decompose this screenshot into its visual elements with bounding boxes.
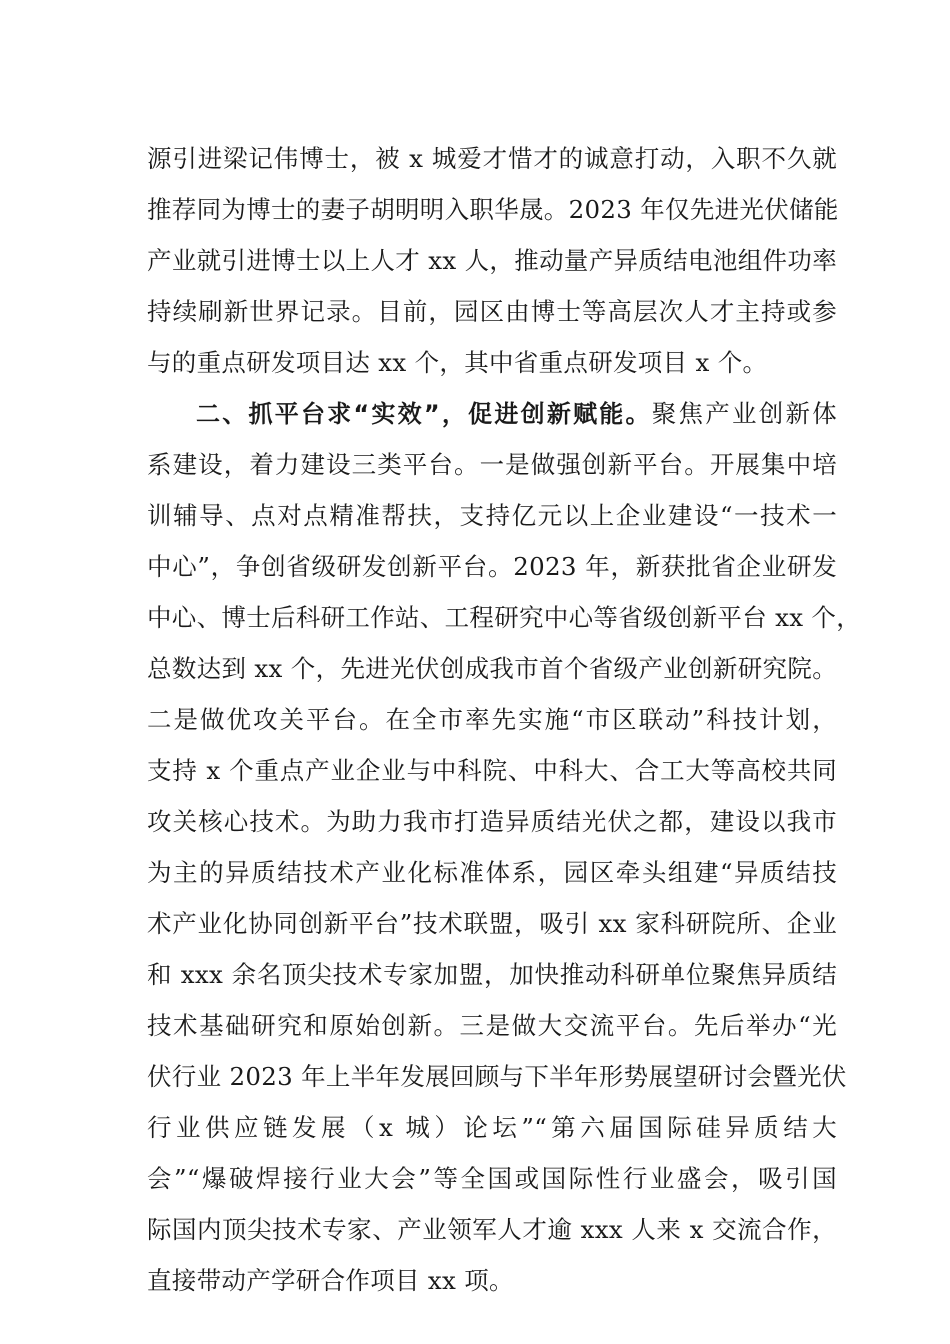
text-line: 际国内顶尖技术专家、产业领军人才逾 xxx 人来 x 交流合作， bbox=[147, 1215, 837, 1244]
text-line: 系建设，着力建设三类平台。一是做强创新平台。开展集中培 bbox=[147, 450, 837, 479]
text-line: 攻关核心技术。为助力我市打造异质结光伏之都，建设以我市 bbox=[147, 807, 837, 836]
text-line: 源引进梁记伟博士，被 x 城爱才惜才的诚意打动，入职不久就 bbox=[147, 144, 837, 173]
text-line: 二是做优攻关平台。在全市率先实施“市区联动”科技计划， bbox=[147, 705, 837, 734]
text-line: 产业就引进博士以上人才 xx 人，推动量产异质结电池组件功率 bbox=[147, 246, 837, 275]
text-line: 支持 x 个重点产业企业与中科院、中科大、合工大等高校共同 bbox=[147, 756, 837, 785]
text-line: 行业供应链发展（x 城）论坛”“第六届国际硅异质结大 bbox=[147, 1113, 837, 1142]
text-line: 与的重点研发项目达 xx 个，其中省重点研发项目 x 个。 bbox=[147, 348, 768, 377]
heading-line-rest: 聚焦产业创新体 bbox=[651, 399, 837, 428]
text-line: 和 xxx 余名顶尖技术专家加盟，加快推动科研单位聚焦异质结 bbox=[147, 960, 837, 989]
text-line: 术产业化协同创新平台”技术联盟，吸引 xx 家科研院所、企业 bbox=[147, 909, 837, 938]
text-line: 伏行业 2023 年上半年发展回顾与下半年形势展望研讨会暨光伏 bbox=[147, 1062, 847, 1091]
text-line: 中心”，争创省级研发创新平台。2023 年，新获批省企业研发 bbox=[147, 552, 837, 581]
text-line: 会”“爆破焊接行业大会”等全国或国际性行业盛会，吸引国 bbox=[147, 1164, 837, 1193]
text-line: 推荐同为博士的妻子胡明明入职华晟。2023 年仅先进光伏储能 bbox=[147, 195, 839, 224]
text-line: 直接带动产学研合作项目 xx 项。 bbox=[147, 1266, 514, 1295]
text-line: 技术基础研究和原始创新。三是做大交流平台。先后举办“光 bbox=[147, 1011, 837, 1040]
text-line: 总数达到 xx 个，先进光伏创成我市首个省级产业创新研究院。 bbox=[147, 654, 837, 683]
text-line: 训辅导、点对点精准帮扶，支持亿元以上企业建设“一技术一 bbox=[147, 501, 837, 530]
text-line: 持续刷新世界记录。目前，园区由博士等高层次人才主持或参 bbox=[147, 297, 837, 326]
text-line: 中心、博士后科研工作站、工程研究中心等省级创新平台 xx 个， bbox=[147, 603, 862, 632]
paragraph-first-line bbox=[196, 394, 837, 434]
section-heading: 二、抓平台求“实效”，促进创新赋能。 bbox=[196, 400, 652, 428]
text-line: 为主的异质结技术产业化标准体系，园区牵头组建“异质结技 bbox=[147, 858, 837, 887]
